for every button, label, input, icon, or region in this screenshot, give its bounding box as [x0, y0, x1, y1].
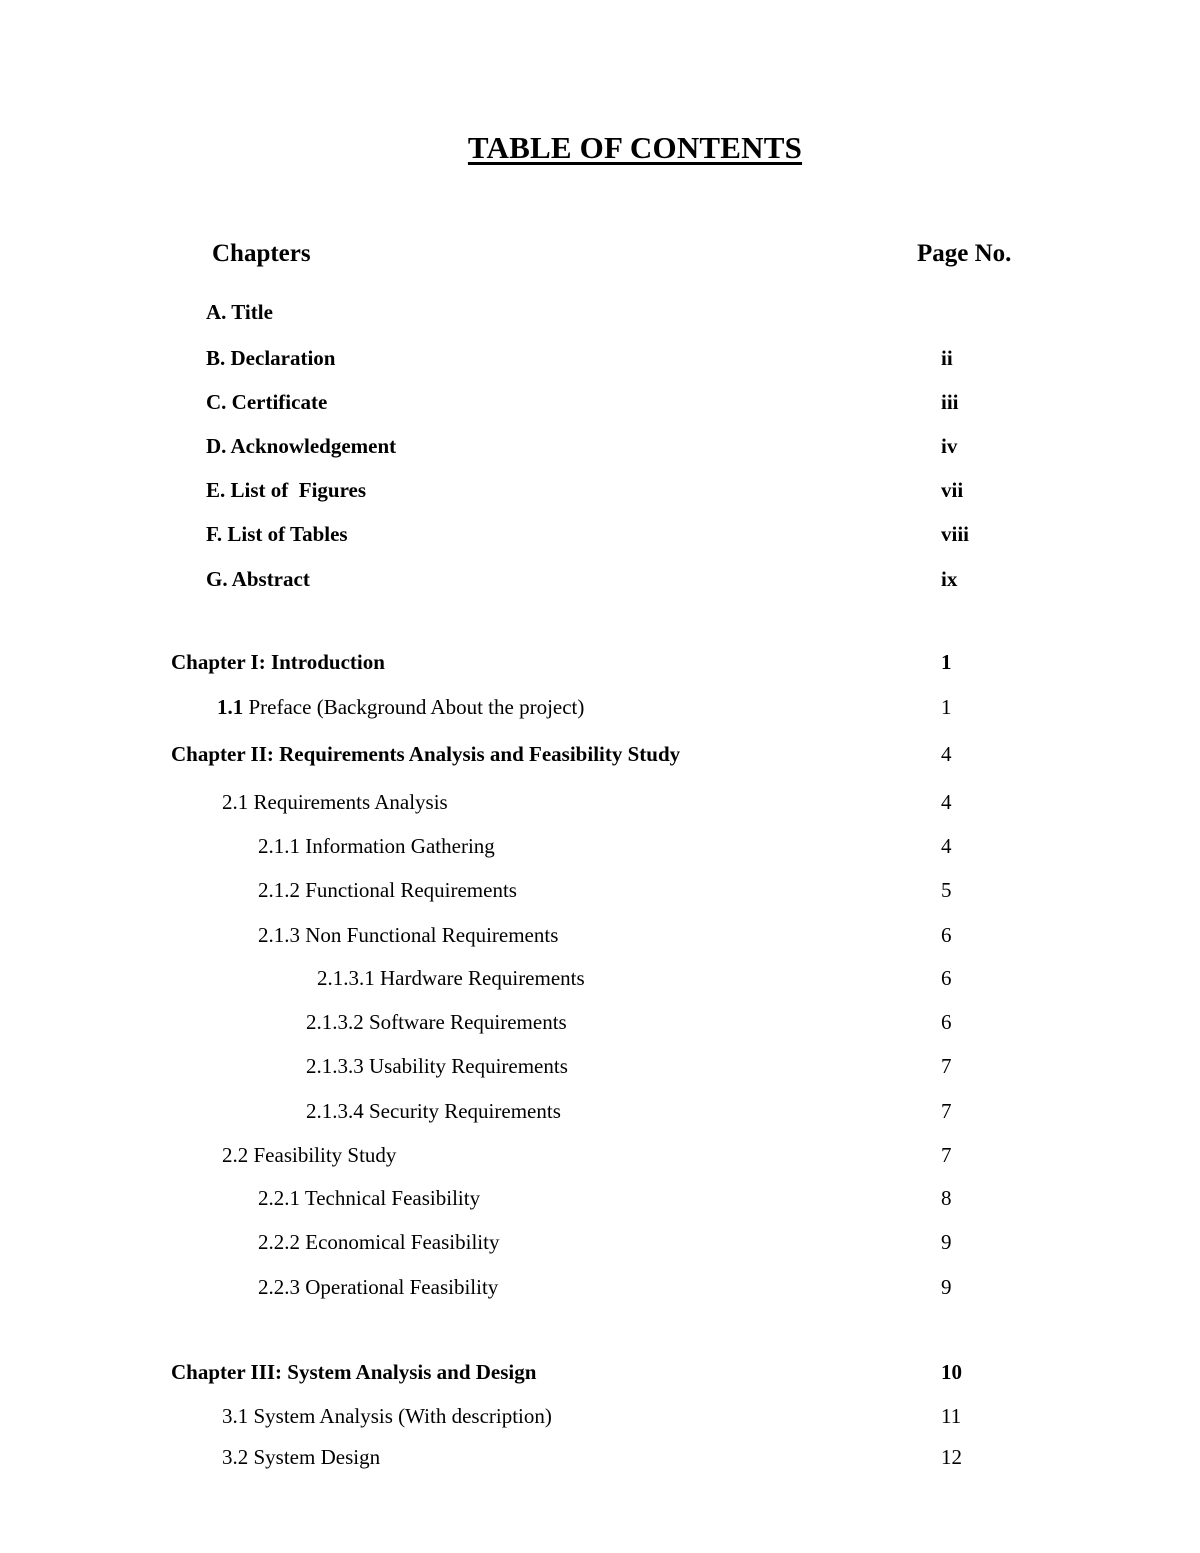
- page-title: TABLE OF CONTENTS: [467, 130, 803, 165]
- toc-page-1-1: 1: [941, 695, 952, 719]
- page-number-column-header: Page No.: [917, 240, 1012, 267]
- toc-chapter-1[interactable]: Chapter I: Introduction: [171, 650, 385, 674]
- toc-entry-declaration[interactable]: B. Declaration: [206, 346, 336, 370]
- toc-section-3-1[interactable]: 3.1 System Analysis (With description): [222, 1404, 552, 1428]
- toc-section-3-2[interactable]: 3.2 System Design: [222, 1445, 381, 1469]
- toc-page-2-1: 4: [941, 790, 952, 814]
- toc-page-chapter-3: 10: [941, 1360, 962, 1384]
- toc-entry-acknowledgement[interactable]: D. Acknowledgement: [206, 434, 397, 458]
- toc-page-2-1-3: 6: [941, 923, 952, 947]
- toc-section-2-1-3-3[interactable]: 2.1.3.3 Usability Requirements: [306, 1054, 568, 1078]
- toc-page-2-1-2: 5: [941, 878, 952, 902]
- toc-page-2-2-2: 9: [941, 1230, 952, 1254]
- toc-page-2-2: 7: [941, 1143, 952, 1167]
- toc-section-2-1-2[interactable]: 2.1.2 Functional Requirements: [258, 878, 517, 902]
- section-number: 1.1: [217, 695, 244, 719]
- toc-section-2-2[interactable]: 2.2 Feasibility Study: [222, 1143, 397, 1167]
- toc-section-2-1-3-4[interactable]: 2.1.3.4 Security Requirements: [306, 1099, 561, 1123]
- toc-page-list-of-tables: viii: [941, 522, 970, 546]
- toc-section-2-1-3-1[interactable]: 2.1.3.1 Hardware Requirements: [317, 966, 585, 990]
- toc-page-chapter-2: 4: [941, 742, 952, 766]
- toc-section-2-1[interactable]: 2.1 Requirements Analysis: [222, 790, 448, 814]
- toc-page-2-1-3-2: 6: [941, 1010, 952, 1034]
- toc-page-chapter-1: 1: [941, 650, 952, 674]
- toc-section-1-1[interactable]: [217, 697, 584, 718]
- toc-page-2-2-3: 9: [941, 1275, 952, 1299]
- toc-section-2-1-3[interactable]: 2.1.3 Non Functional Requirements: [258, 923, 559, 947]
- toc-section-2-1-3-2[interactable]: 2.1.3.2 Software Requirements: [306, 1010, 567, 1034]
- toc-chapter-2[interactable]: Chapter II: Requirements Analysis and Feasibility Study: [171, 742, 681, 766]
- toc-page-abstract: ix: [941, 567, 958, 591]
- toc-entry-certificate[interactable]: C. Certificate: [206, 390, 328, 414]
- section-title: Preface (Background About the project): [243, 695, 585, 719]
- toc-section-2-2-2[interactable]: 2.2.2 Economical Feasibility: [258, 1230, 500, 1254]
- toc-section-2-2-3[interactable]: 2.2.3 Operational Feasibility: [258, 1275, 499, 1299]
- toc-page-2-2-1: 8: [941, 1186, 952, 1210]
- toc-chapter-3[interactable]: Chapter III: System Analysis and Design: [171, 1360, 537, 1384]
- toc-page-3-1: 11: [941, 1404, 962, 1428]
- toc-entry-list-of-figures[interactable]: E. List of Figures: [206, 478, 367, 502]
- toc-page-3-2: 12: [941, 1445, 962, 1469]
- toc-entry-title[interactable]: A. Title: [206, 300, 273, 324]
- toc-page-certificate: iii: [941, 390, 959, 414]
- toc-entry-abstract[interactable]: G. Abstract: [206, 567, 310, 591]
- toc-page-2-1-3-3: 7: [941, 1054, 952, 1078]
- toc-page-2-1-3-1: 6: [941, 966, 952, 990]
- toc-page-2-1-3-4: 7: [941, 1099, 952, 1123]
- toc-page-2-1-1: 4: [941, 834, 952, 858]
- chapters-column-header: Chapters: [212, 240, 311, 267]
- toc-page-acknowledgement: iv: [941, 434, 958, 458]
- toc-page-declaration: ii: [941, 346, 953, 370]
- toc-entry-list-of-tables[interactable]: F. List of Tables: [206, 522, 348, 546]
- toc-section-2-1-1[interactable]: 2.1.1 Information Gathering: [258, 834, 495, 858]
- toc-page-list-of-figures: vii: [941, 478, 964, 502]
- toc-section-2-2-1[interactable]: 2.2.1 Technical Feasibility: [258, 1186, 481, 1210]
